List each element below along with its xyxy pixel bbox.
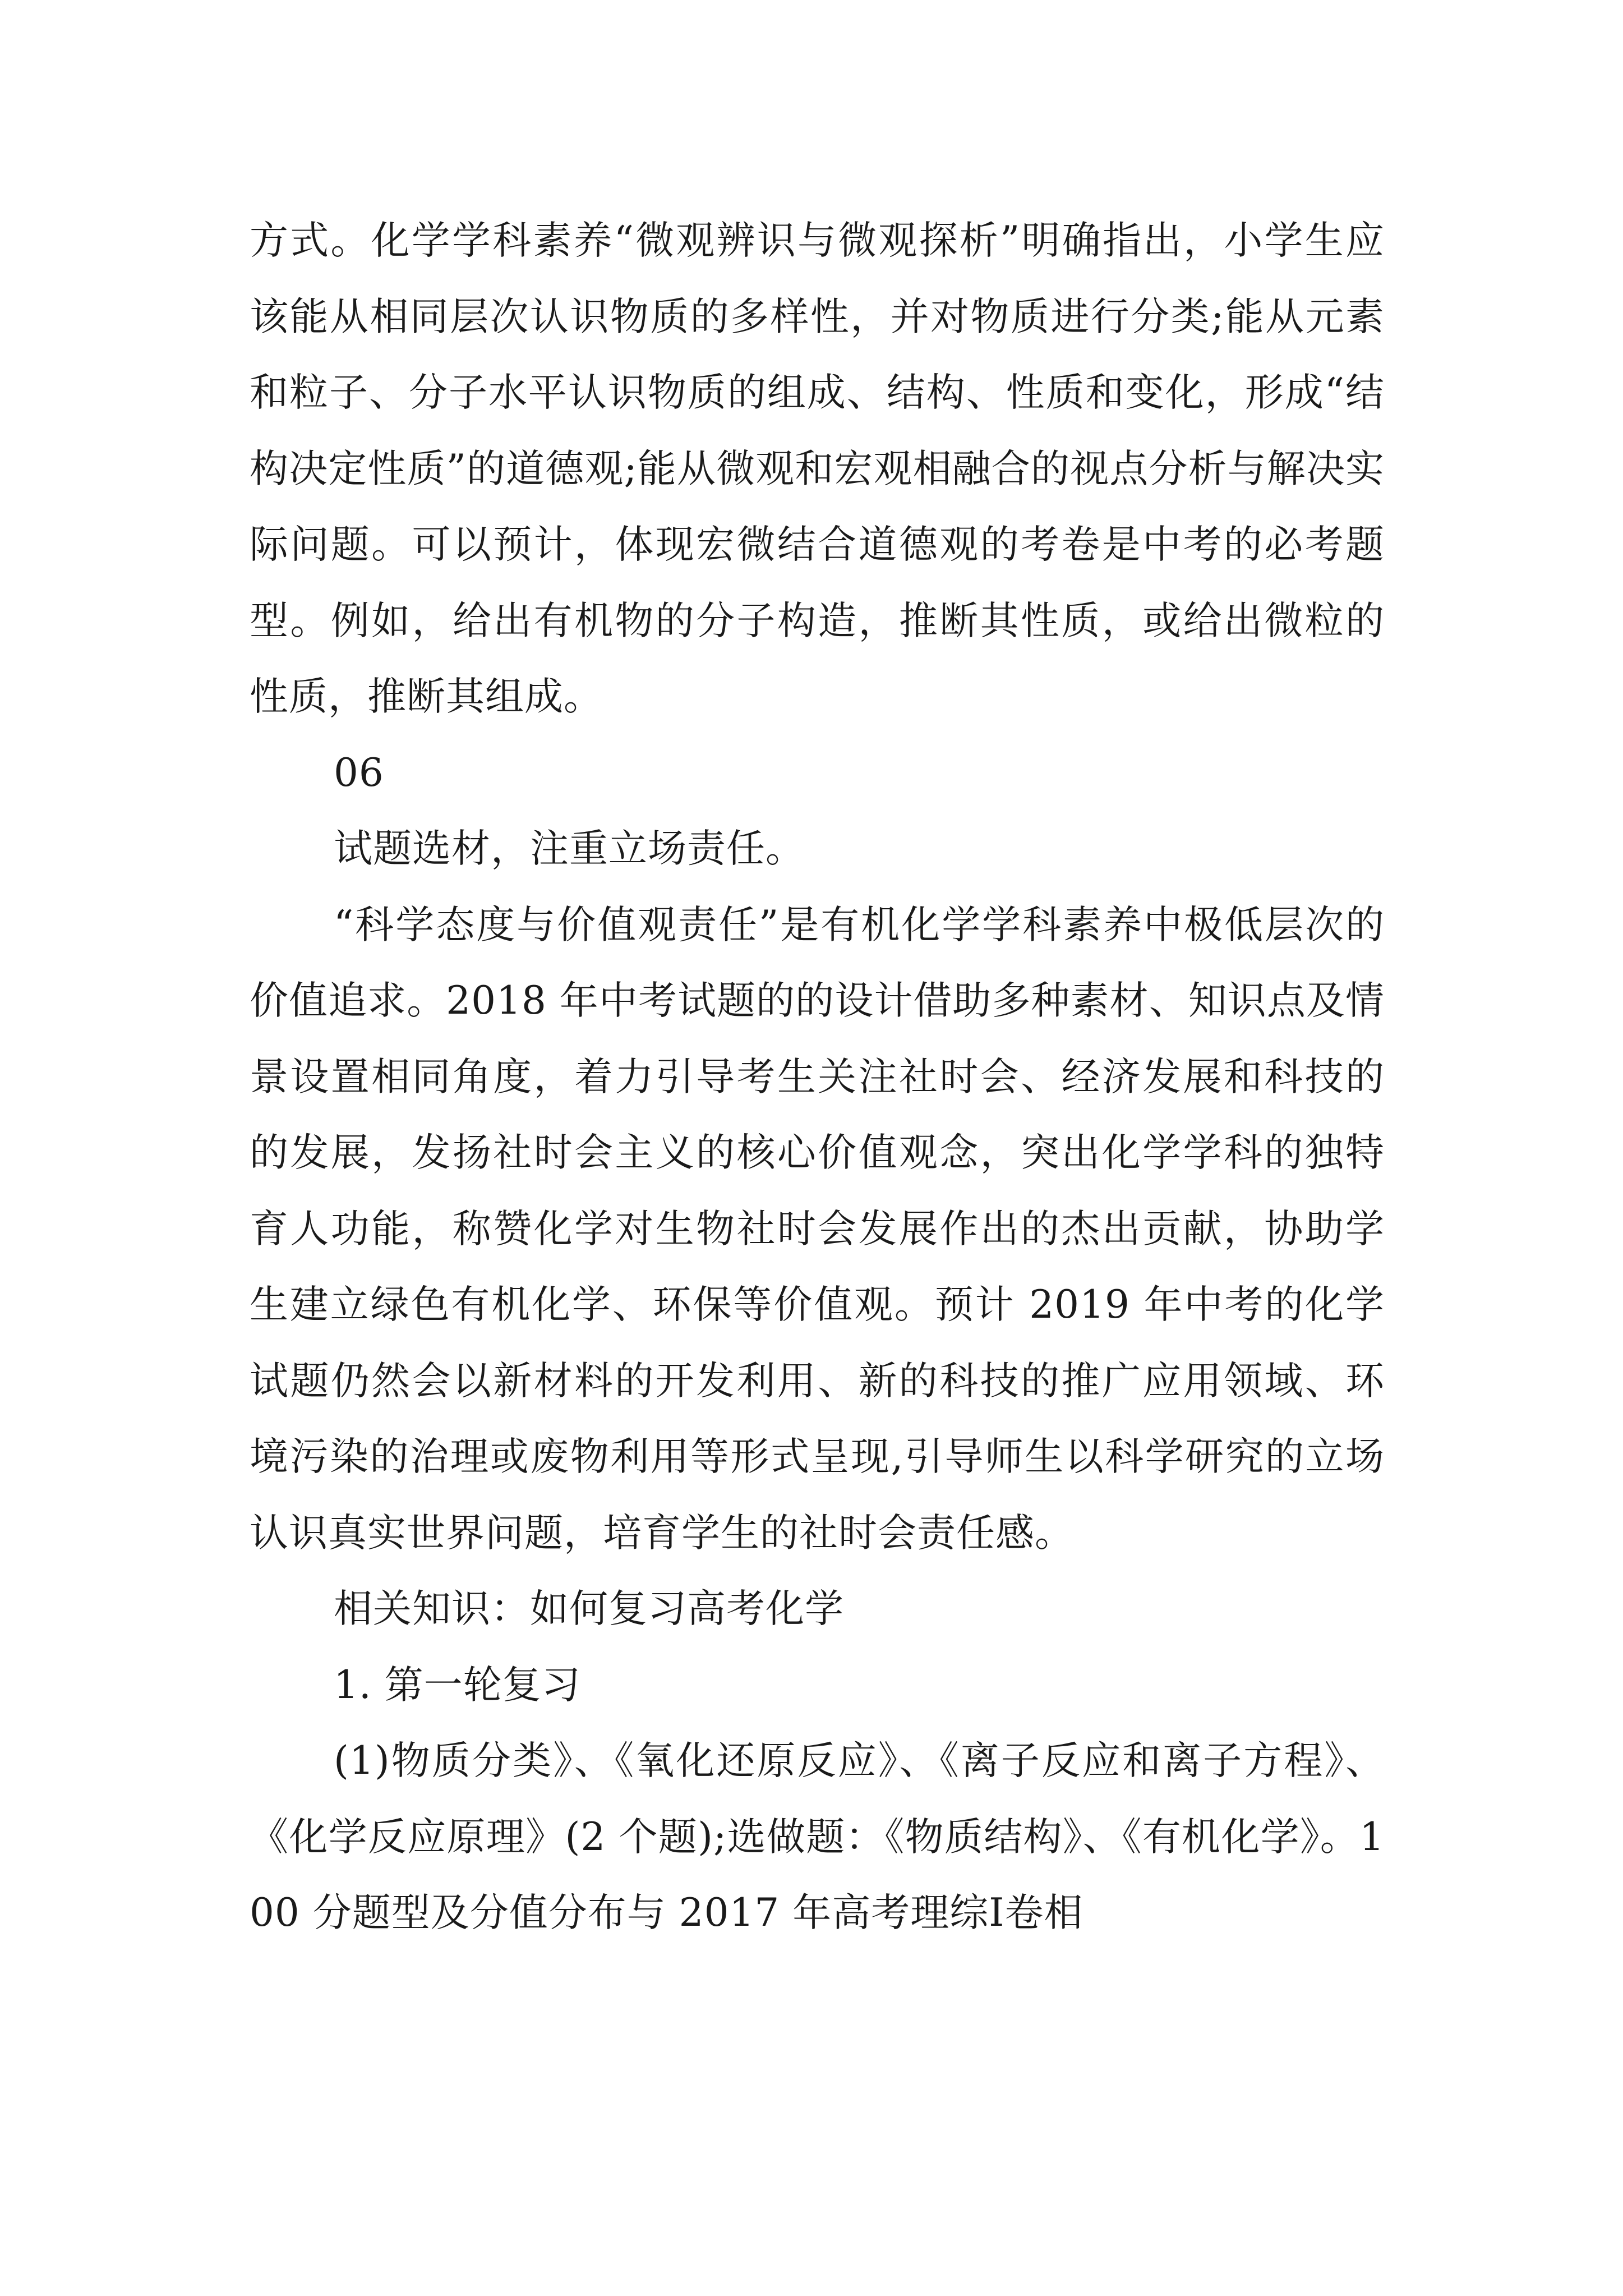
section-number: 06	[334, 750, 384, 795]
paragraph-values: “科学态度与价值观责任”是有机化学学科素养中极低层次的价值追求。2018 年中考试题的的设计借助多种素材、知识点及情景设置相同角度，着力引导考生关注社时会、经济发展和科技的的发展，发扬社时会主义的核心价值观念，突出化学学科的独特育人功能，称赞化学对生物社时会发展作出的杰出贡献，协助学生建立绿色有机化学、环保等价值观。预计 2019 年中考的化学试题仍然会以新材料的开发利用、新的科技的推广应用领域、环境污染的治理或废物利用等形式呈现,引导师生以科学研究的立场认识真实世界问题，培育学生的社时会责任感。	[250, 902, 1385, 1556]
document-body	[250, 203, 1385, 1952]
paragraph-review-topics: (1)物质分类》、《氧化还原反应》、《离子反应和离子方程》、《化学反应原理》(2 个题);选做题：《物质结构》、《有机化学》。100 分题型及分值分布与 2017 年高考理综Ⅰ卷相	[250, 1738, 1385, 1935]
paragraph-intro: 方式。化学学科素养“微观辨识与微观探析”明确指出，小学生应该能从相同层次认识物质的多样性，并对物质进行分类;能从元素和粒子、分子水平认识物质的组成、结构、性质和变化，形成“结构决定性质”的道德观;能从微观和宏观相融合的视点分析与解决实际问题。可以预计，体现宏微结合道德观的考卷是中考的必考题型。例如，给出有机物的分子构造，推断其性质，或给出微粒的性质，推断其组成。	[250, 218, 1385, 719]
related-knowledge-heading: 相关知识：如何复习高考化学	[334, 1586, 844, 1631]
section-heading: 试题选材，注重立场责任。	[334, 826, 805, 871]
list-item-first-review: 1. 第一轮复习	[334, 1662, 581, 1708]
